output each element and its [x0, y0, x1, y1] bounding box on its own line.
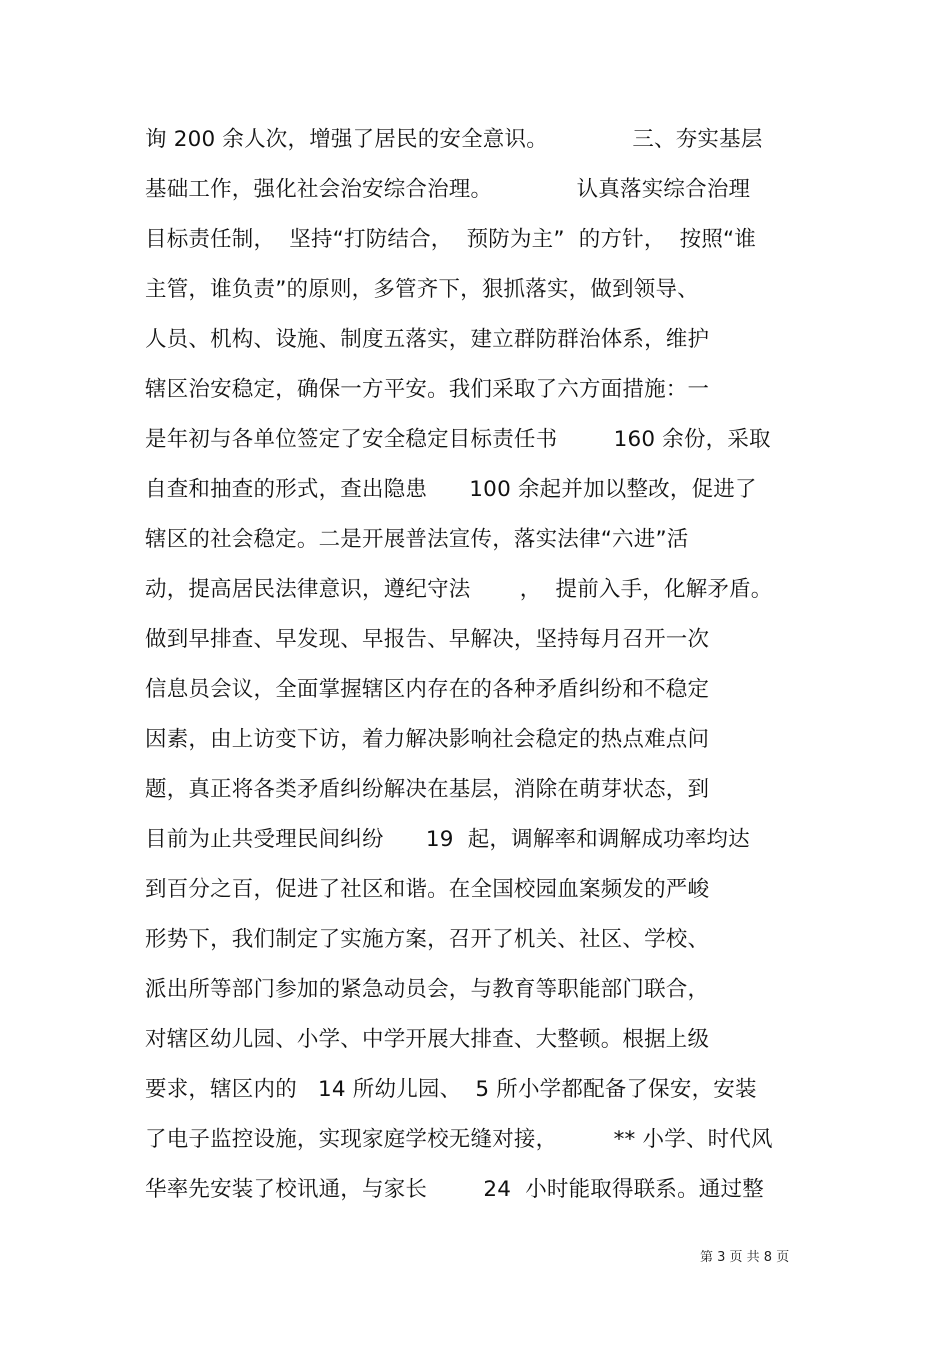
text-line: 派出所等部门参加的紧急动员会，与教育等职能部门联合， [145, 977, 710, 1002]
text-line: 了电子监控设施，实现家庭学校无缝对接， ** 小学、时代风 [145, 1127, 773, 1152]
text-line: 对辖区幼儿园、小学、中学开展大排查、大整顿。根据上级 [145, 1027, 710, 1052]
text-line: 基础工作，强化社会治安综合治理。 认真落实综合治理 [145, 177, 751, 202]
text-line: 自查和抽查的形式，查出隐患 100 余起并加以整改，促进了 [145, 477, 757, 502]
text-line: 人员、机构、设施、制度五落实，建立群防群治体系，维护 [145, 327, 710, 352]
text-line: 做到早排查、早发现、早报告、早解决，坚持每月召开一次 [145, 627, 710, 652]
text-line: 是年初与各单位签定了安全稳定目标责任书 160 余份，采取 [145, 427, 771, 452]
text-line: 辖区治安稳定，确保一方平安。我们采取了六方面措施：一 [145, 377, 710, 402]
text-line: 因素，由上访变下访，着力解决影响社会稳定的热点难点问 [145, 727, 710, 752]
text-line: 辖区的社会稳定。二是开展普法宣传，落实法律“六进”活 [145, 527, 689, 552]
text-line: 目标责任制， 坚持“打防结合， 预防为主” 的方针， 按照“谁 [145, 227, 757, 252]
text-line: 题，真正将各类矛盾纠纷解决在基层，消除在萌芽状态，到 [145, 777, 710, 802]
text-line: 目前为止共受理民间纠纷 19 起，调解率和调解成功率均达 [145, 827, 750, 852]
text-line: 形势下，我们制定了实施方案，召开了机关、社区、学校、 [145, 927, 710, 952]
text-line: 到百分之百，促进了社区和谐。在全国校园血案频发的严峻 [145, 877, 710, 902]
text-line: 华率先安装了校讯通，与家长 24 小时能取得联系。通过整 [145, 1177, 764, 1202]
body-text [145, 120, 825, 1220]
text-line: 主管，谁负责”的原则，多管齐下，狠抓落实，做到领导、 [145, 277, 699, 302]
text-line: 要求，辖区内的 14 所幼儿园、 5 所小学都配备了保安，安装 [145, 1077, 757, 1102]
text-line: 信息员会议，全面掌握辖区内存在的各种矛盾纠纷和不稳定 [145, 677, 710, 702]
text-line: 询 200 余人次，增强了居民的安全意识。 三、夯实基层 [145, 127, 763, 152]
text-line: 动，提高居民法律意识，遵纪守法 ， 提前入手，化解矛盾。 [145, 577, 773, 602]
page-number: 第 3 页 共 8 页 [700, 1250, 790, 1265]
